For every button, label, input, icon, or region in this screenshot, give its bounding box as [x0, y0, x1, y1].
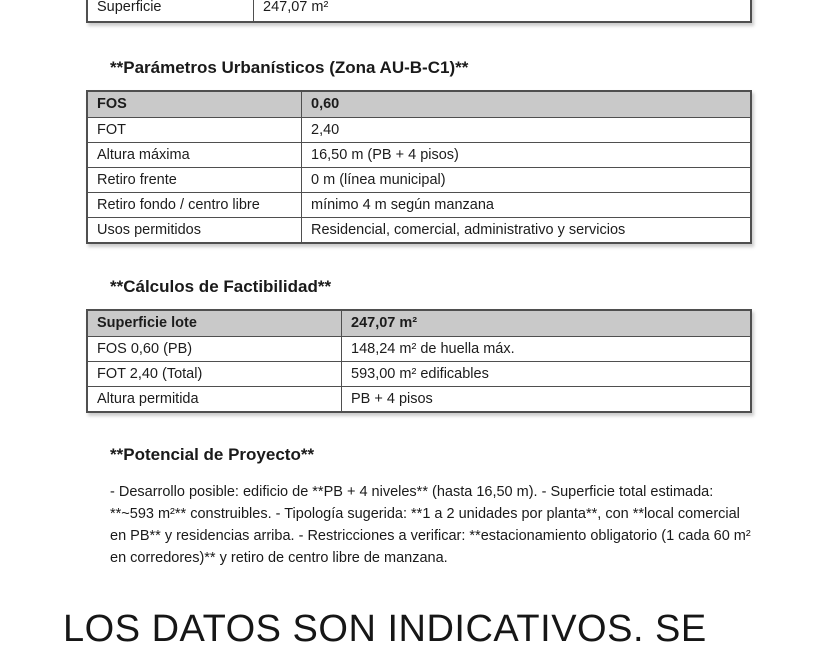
table-row [88, 361, 750, 386]
param-value: Residencial, comercial, administrativo y servicios [311, 221, 626, 238]
calc-value: PB + 4 pisos [351, 390, 433, 407]
table-row [88, 192, 750, 217]
table-row [88, 336, 750, 361]
param-label: Altura máxima [88, 143, 302, 167]
calc-label: Altura permitida [88, 387, 342, 411]
table-row [88, 117, 750, 142]
param-label: Usos permitidos [88, 218, 302, 242]
param-label: Retiro fondo / centro libre [88, 193, 302, 217]
table-header-row [88, 92, 750, 117]
param-value: mínimo 4 m según manzana [311, 196, 494, 213]
surface-value: 247,07 m² [263, 0, 329, 16]
disclaimer-banner-text: LOS DATOS SON INDICATIVOS. SE [63, 608, 707, 650]
surface-label: Superficie [88, 0, 254, 21]
calc-label: FOS 0,60 (PB) [88, 337, 342, 361]
section-heading-potencial: **Potencial de Proyecto** [110, 445, 315, 464]
factibilidad-table [86, 309, 752, 413]
calc-value: 148,24 m² de huella máx. [351, 340, 515, 357]
param-label: FOT [88, 118, 302, 142]
param-value: 2,40 [311, 121, 340, 138]
potential-paragraph: - Desarrollo posible: edificio de **PB + 4 niveles** (hasta 16,50 m). - Superficie total estimada: **~593 m²** construibles. - Tipología sugerida: **1 a 2 unidades por planta**, con **local comercial en PB** y residencias arriba. - Restricciones a verificar: **estacionamiento obligatorio (1 cada 60 m² en corredores)** y retiro de centro libre de manzana. [110, 484, 751, 566]
table-row [88, 0, 750, 21]
parametros-table [86, 90, 752, 244]
surface-table [86, 0, 752, 23]
section-heading-parametros: **Parámetros Urbanísticos (Zona AU-B-C1)** [110, 58, 469, 77]
table-row [88, 386, 750, 411]
param-value: 0 m (línea municipal) [311, 171, 446, 188]
calc-label: FOT 2,40 (Total) [88, 362, 342, 386]
param-value: 0,60 [311, 96, 340, 113]
param-label: Retiro frente [88, 168, 302, 192]
section-heading-factibilidad: **Cálculos de Factibilidad** [110, 277, 332, 296]
table-row [88, 167, 750, 192]
table-row [88, 142, 750, 167]
calc-value: 593,00 m² edificables [351, 365, 489, 382]
param-value: 16,50 m (PB + 4 pisos) [311, 146, 459, 163]
table-row [88, 217, 750, 242]
table-header-row [88, 311, 750, 336]
param-label: FOS [88, 92, 302, 117]
calc-value: 247,07 m² [351, 315, 418, 332]
calc-label: Superficie lote [88, 311, 342, 336]
